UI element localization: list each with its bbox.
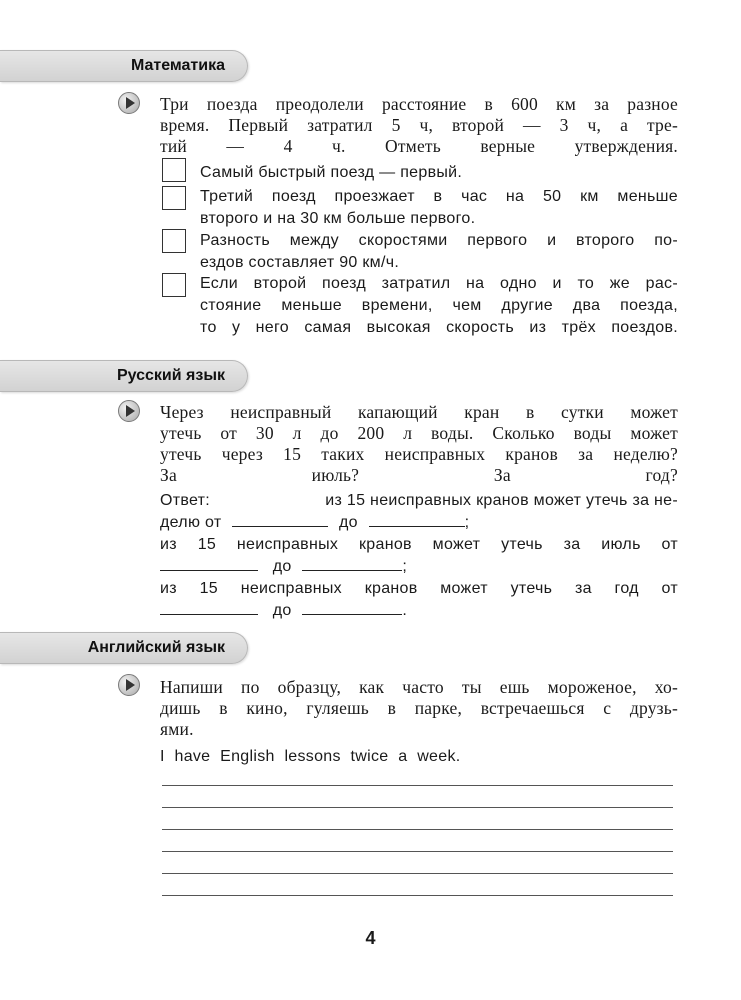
answer-blank[interactable] [160,600,258,615]
writing-line[interactable] [162,895,673,896]
russian-answer: Ответ: из 15 неисправных кранов может утечь за не- делю от до ; из 15 неисправных кранов может утечь за июль от до ; из 15 неисправных кранов может утечь за год от до . [160,492,678,619]
section-title-english: Английский язык [87,639,225,656]
play-icon[interactable] [118,400,140,422]
option-text-4: Если второй поезд затратил на одно и то же рас- стояние меньше времени, чем другие два поезда, то у него самая высокая скорость из трёх поездов. [200,275,678,336]
writing-line[interactable] [162,807,673,808]
writing-line[interactable] [162,873,673,874]
english-example: I have English lessons twice a week. [160,748,461,765]
section-tab-english [0,632,248,664]
russian-task-text: Через неисправный капающий кран в сутки может утечь от 30 л до 200 л воды. Сколько воды может утечь через 15 таких неисправных кранов за неделю? За июль? За год? [160,402,678,485]
play-icon[interactable] [118,674,140,696]
option-checkbox-1[interactable] [162,158,186,182]
answer-blank[interactable] [160,556,258,571]
option-checkbox-2[interactable] [162,186,186,210]
english-task-text: Напиши по образцу, как часто ты ешь мороженое, хо- дишь в кино, гуляешь в парке, встречаешься с друзь- ями. [160,677,678,739]
section-title-math: Математика [130,57,225,74]
option-text-1: Самый быстрый поезд — первый. [200,164,463,181]
option-checkbox-4[interactable] [162,273,186,297]
writing-line[interactable] [162,851,673,852]
math-task-text: Три поезда преодолели расстояние в 600 км за разное время. Первый затратил 5 ч, второй — 3 ч, а тре- тий — 4 ч. Отметь верные утверждения. [160,94,678,156]
option-text-2: Третий поезд проезжает в час на 50 км меньше второго и на 30 км больше первого. [200,188,678,227]
writing-line[interactable] [162,785,673,786]
section-tab-russian [0,360,248,392]
option-checkbox-3[interactable] [162,229,186,253]
answer-blank[interactable] [232,512,328,527]
answer-blank[interactable] [302,556,402,571]
writing-line[interactable] [162,829,673,830]
option-text-3: Разность между скоростями первого и второго по- ездов составляет 90 км/ч. [200,232,678,271]
play-icon[interactable] [118,92,140,114]
section-tab-math [0,50,248,82]
answer-blank[interactable] [369,512,465,527]
answer-blank[interactable] [302,600,402,615]
answer-label: Ответ: [160,492,211,509]
page-number: 4 [365,928,376,948]
section-title-russian: Русский язык [116,367,225,384]
